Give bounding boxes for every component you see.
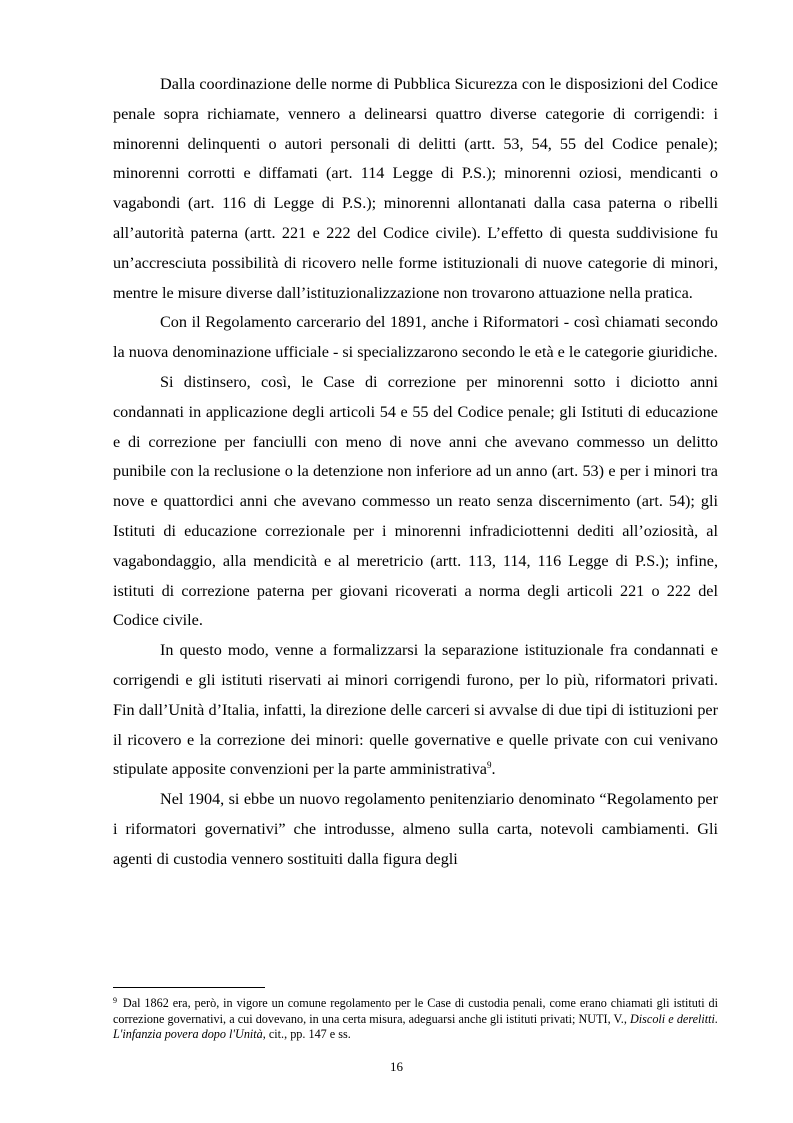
page-number: 16 xyxy=(390,1059,403,1074)
paragraph-4-text: In questo modo, venne a formalizzarsi la separazione istituzionale fra condannati e corrigendi e gli istituti riservati ai minori corrigendi furono, per lo più, riformatori privati. Fin dall’Unità d’Italia, infatti, la direzione delle carceri si avvalse di due tipi di istituzioni per il ricovero e la correzione dei minori: quelle governative e quelle private con cui venivano stipulate apposite convenzioni per la parte amministrativa xyxy=(113,641,718,779)
paragraph-5 xyxy=(113,785,718,874)
paragraph-4 xyxy=(113,636,718,785)
paragraph-1 xyxy=(113,70,718,308)
footnote-text-after: , cit., pp. 147 e ss. xyxy=(262,1027,351,1042)
paragraph-3-text: Si distinsero, così, le Case di correzione per minorenni sotto i diciotto anni condannati in applicazione degli articoli 54 e 55 del Codice penale; gli Istituti di educazione e di correzione per fanciulli con meno di nove anni che avevano commesso un delitto punibile con la reclusione o la detenzione non inferiore ad un anno (art. 53) e per i minori tra nove e quattordici anni che avevano commesso un reato senza discernimento (art. 54); gli Istituti di educazione correzionale per i minorenni infradiciottenni dediti all’oziosità, al vagabondaggio, alla mendicità e al meretricio (artt. 113, 114, 116 Legge di P.S.); infine, istituti di correzione paterna per giovani ricoverati a norma degli articoli 221 o 222 del Codice civile. xyxy=(113,372,718,630)
footnote-reference[interactable]: 9 xyxy=(487,760,492,771)
footnote-cited-title: Discoli e derelitti. L'infanzia povera dopo l'Unità xyxy=(113,1011,718,1042)
footnote-marker: 9 xyxy=(113,996,117,1005)
paragraph-2-text: Con il Regolamento carcerario del 1891, anche i Riformatori - così chiamati secondo la nuova denominazione ufficiale - si specializzarono secondo le età e le categorie giuridiche. xyxy=(113,313,718,362)
footnote-text-before: Dal 1862 era, però, in vigore un comune regolamento per le Case di custodia penali, come erano chiamati gli istituti di correzione governativi, a cui dovevano, in una certa misura, adeguarsi anche gli istituti privati; NUTI, V., xyxy=(113,996,718,1026)
paragraph-4-end: . xyxy=(491,760,496,779)
body-text xyxy=(113,70,718,875)
paragraph-3 xyxy=(113,368,718,636)
paragraph-5-text: Nel 1904, si ebbe un nuovo regolamento penitenziario denominato “Regolamento per i riformatori governativi” che introdusse, almeno sulla carta, notevoli cambiamenti. Gli agenti di custodia vennero sostituiti dalla figura degli xyxy=(113,790,718,868)
paragraph-1-text: Dalla coordinazione delle norme di Pubblica Sicurezza con le disposizioni del Codice penale sopra richiamate, vennero a delinearsi quattro diverse categorie di corrigendi: i minorenni delinquenti o autori personali di delitti (artt. 53, 54, 55 del Codice penale); minorenni corrotti e diffamati (art. 114 Legge di P.S.); minorenni oziosi, mendicanti o vagabondi (art. 116 di Legge di P.S.); minorenni allontanati dalla casa paterna o ribelli all’autorità paterna (artt. 221 e 222 del Codice civile). L’effetto di questa suddivisione fu un’accresciuta possibilità di ricovero nelle forme istituzionali di nuove categorie di minori, mentre le misure diverse dall’istituzionalizzazione non trovarono attuazione nella pratica. xyxy=(113,75,718,302)
footnote xyxy=(113,996,718,1043)
footnote-separator xyxy=(113,987,265,988)
paragraph-2 xyxy=(113,308,718,368)
